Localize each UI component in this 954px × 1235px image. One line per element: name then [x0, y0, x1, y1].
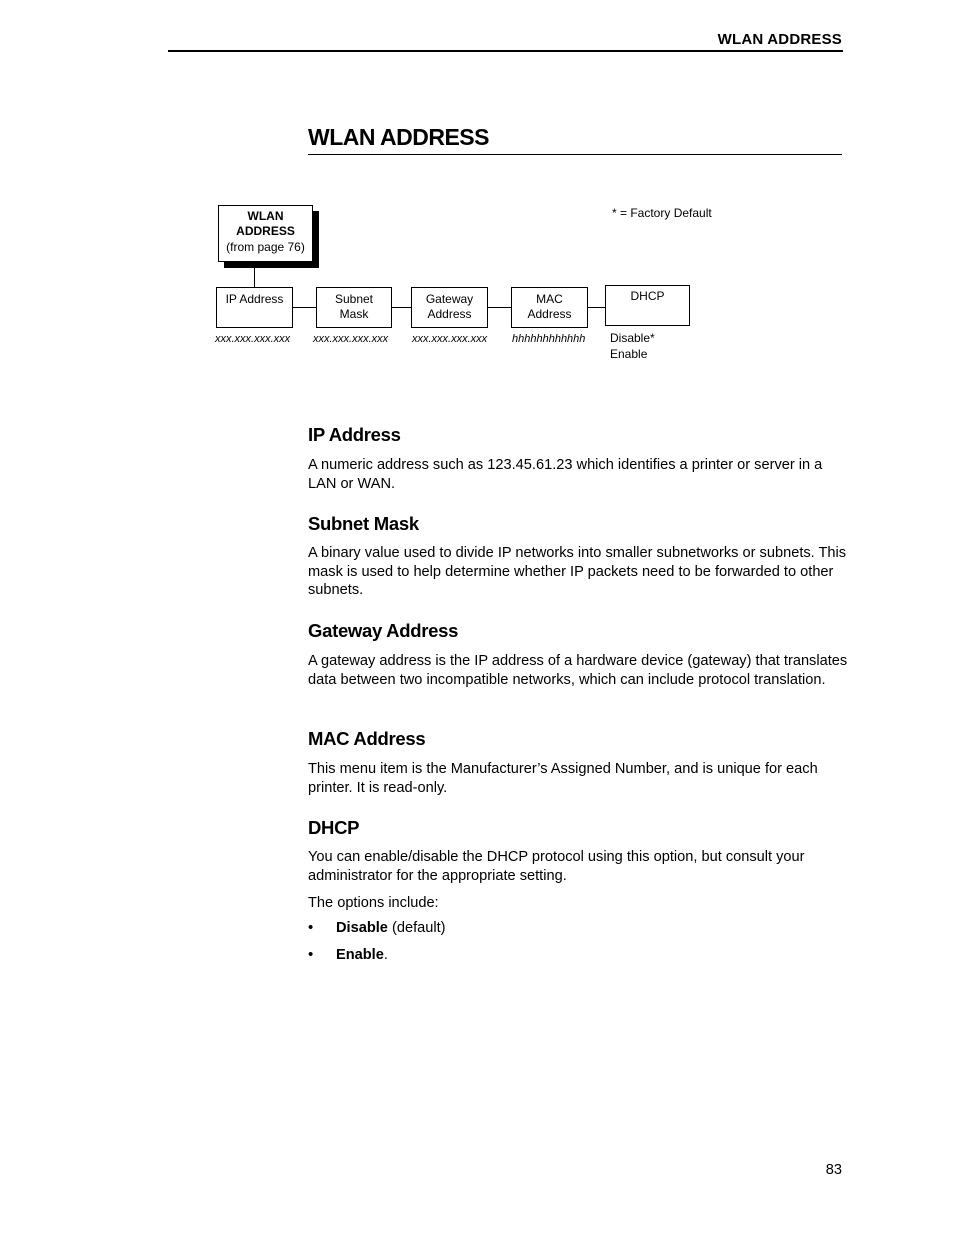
connector [488, 307, 511, 308]
title-rule [308, 154, 842, 155]
box-label: Address [527, 307, 572, 321]
dhcp-option-enable: Enable [610, 347, 648, 361]
section-body-dhcp: You can enable/disable the DHCP protocol using this option, but consult your administrator for the appropriate setting. [308, 849, 805, 884]
connector [293, 307, 316, 308]
dhcp-option-disable: Disable* [610, 331, 655, 345]
section-body-ip-address: A numeric address such as 123.45.61.23 which identifies a printer or server in a LAN or WAN. [308, 457, 823, 492]
box-dhcp [605, 285, 690, 326]
box-label: Gateway [425, 292, 474, 306]
connector [588, 307, 605, 308]
box-ip-address [216, 287, 293, 328]
page-title: WLAN ADDRESS [308, 124, 489, 150]
gateway-address-value: xxx.xxx.xxx.xxx [412, 333, 488, 345]
section-heading-ip-address: IP Address [308, 424, 401, 445]
root-connector [254, 268, 255, 288]
bullet-icon: • [308, 919, 314, 936]
box-label: Mask [339, 307, 369, 321]
running-header: WLAN ADDRESS [717, 31, 842, 48]
box-label: Address [427, 307, 472, 321]
ip-address-value: xxx.xxx.xxx.xxx [215, 333, 291, 345]
subnet-mask-value: xxx.xxx.xxx.xxx [313, 333, 389, 345]
section-heading-subnet-mask: Subnet Mask [308, 513, 419, 534]
factory-default-note: * = Factory Default [612, 206, 712, 220]
root-box-line2: ADDRESS [236, 224, 295, 238]
option-name: Enable [336, 947, 384, 963]
box-label: DHCP [630, 289, 665, 303]
section-body-dhcp-options-intro: The options include: [308, 895, 439, 911]
mac-address-value: hhhhhhhhhhhh [512, 333, 586, 345]
section-body-gateway-address: A gateway address is the IP address of a hardware device (gateway) that translates data between two incompatible networks, which can include protocol translation. [308, 653, 848, 688]
box-label: Subnet [334, 292, 374, 306]
section-body-subnet-mask: A binary value used to divide IP networks into smaller subnetworks or subnets. This mask is used to help determine whether IP packets need to be forwarded to other subnets. [308, 545, 847, 599]
root-box-wlan-address [218, 205, 313, 262]
box-subnet-mask [316, 287, 392, 328]
option-name: Disable [336, 920, 388, 936]
root-box-line1: WLAN [247, 209, 284, 223]
section-body-mac-address: This menu item is the Manufacturer’s Assigned Number, and is unique for each printer. It is read-only. [308, 761, 818, 796]
connector [392, 307, 411, 308]
section-heading-mac-address: MAC Address [308, 728, 426, 749]
box-label: IP Address [225, 292, 284, 306]
root-box-line3: (from page 76) [226, 240, 305, 254]
box-gateway-address [411, 287, 488, 328]
section-heading-dhcp: DHCP [308, 817, 360, 838]
section-heading-gateway-address: Gateway Address [308, 620, 459, 641]
bullet-icon: • [308, 946, 314, 963]
box-label: MAC [536, 292, 563, 306]
option-note: . [383, 947, 388, 963]
dhcp-options [610, 330, 655, 362]
box-mac-address [511, 287, 588, 328]
page-number: 83 [825, 1162, 842, 1178]
header-rule [168, 50, 843, 52]
option-note: (default) [387, 920, 446, 936]
